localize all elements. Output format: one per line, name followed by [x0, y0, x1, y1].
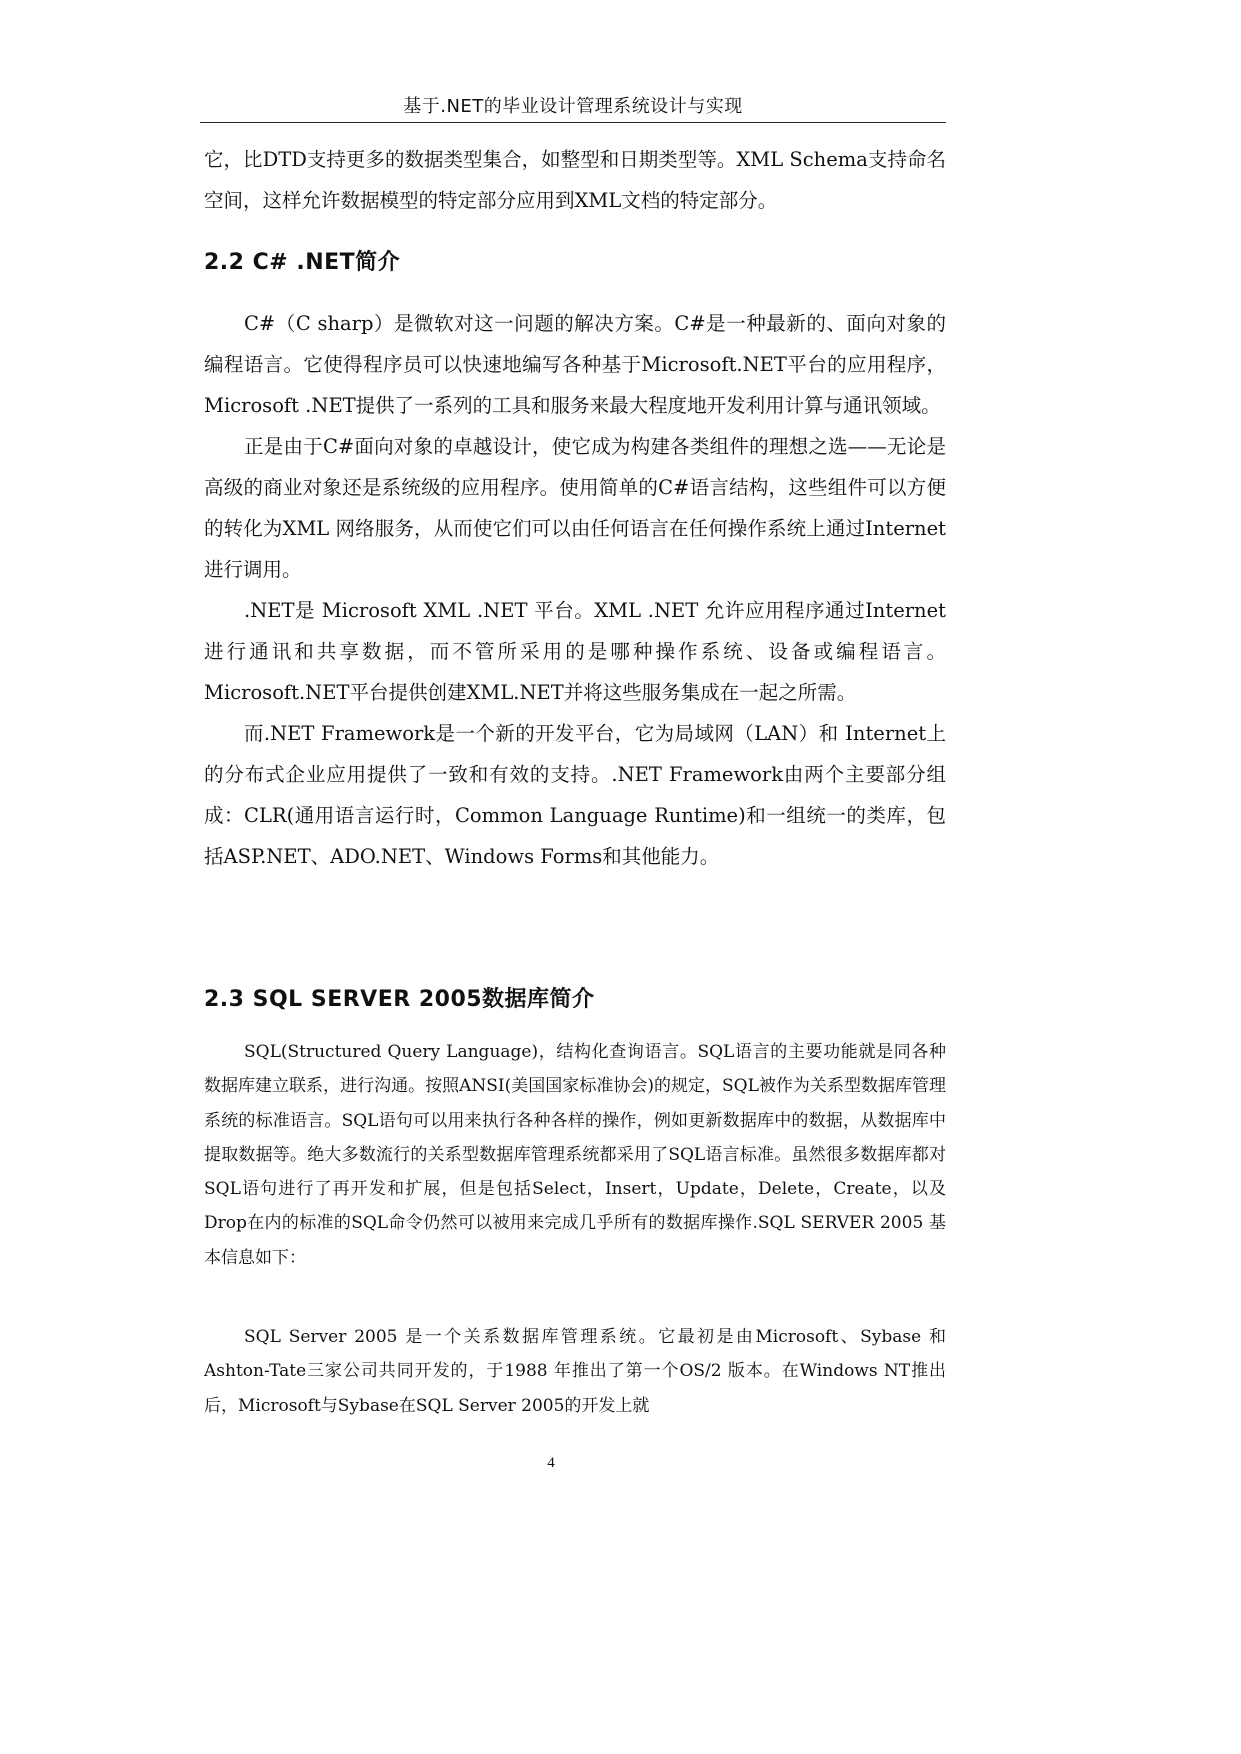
- section-2-3-heading-block: [204, 985, 946, 1015]
- section-2-3-body-cont: [204, 1320, 946, 1423]
- section-2-2-body: [204, 303, 946, 877]
- intro-paragraph: 它，比DTD支持更多的数据类型集合，如整型和日期类型等。XML Schema支持命名空间，这样允许数据模型的特定部分应用到XML文档的特定部分。: [204, 148, 946, 212]
- section-2-3-body: [204, 1035, 946, 1275]
- paragraph: 而.NET Framework是一个新的开发平台，它为局域网（LAN）和 Internet上的分布式企业应用提供了一致和有效的支持。.NET Framework由两个主要部分组成：CLR(通用语言运行时，Common Language Runtime)和一组统一的类库，包括ASP.NET、ADO.NET、Windows Forms和其他能力。: [204, 722, 946, 868]
- paragraph: 正是由于C#面向对象的卓越设计，使它成为构建各类组件的理想之选——无论是高级的商业对象还是系统级的应用程序。使用简单的C#语言结构，这些组件可以方便的转化为XML 网络服务，从而使它们可以由任何语言在任何操作系统上通过Internet进行调用。: [204, 435, 946, 581]
- section-heading: 2.3 SQL SERVER 2005数据库简介: [204, 987, 595, 1012]
- intro-block: [204, 139, 946, 221]
- header-rule: [200, 122, 946, 123]
- running-header: 基于.NET的毕业设计管理系统设计与实现: [403, 96, 743, 117]
- section-2-2-heading-block: [204, 248, 946, 278]
- section-heading: 2.2 C# .NET简介: [204, 250, 401, 275]
- paragraph: .NET是 Microsoft XML .NET 平台。XML .NET 允许应用程序通过Internet进行通讯和共享数据，而不管所采用的是哪种操作系统、设备或编程语言。Microsoft.NET平台提供创建XML.NET并将这些服务集成在一起之所需。: [204, 599, 946, 704]
- page-number: 4: [547, 1455, 555, 1471]
- paragraph: SQL Server 2005 是一个关系数据库管理系统。它最初是由Microsoft、Sybase 和Ashton-Tate三家公司共同开发的，于1988 年推出了第一个OS/2 版本。在Windows NT推出后，Microsoft与Sybase在SQL Server 2005的开发上就: [204, 1327, 946, 1416]
- paragraph: SQL(Structured Query Language)，结构化查询语言。SQL语言的主要功能就是同各种数据库建立联系，进行沟通。按照ANSI(美国国家标准协会)的规定，SQL被作为关系型数据库管理系统的标准语言。SQL语句可以用来执行各种各样的操作，例如更新数据库中的数据，从数据库中提取数据等。绝大多数流行的关系型数据库管理系统都采用了SQL语言标准。虽然很多数据库都对SQL语句进行了再开发和扩展，但是包括Select，Insert，Update，Delete，Create，以及Drop在内的标准的SQL命令仍然可以被用来完成几乎所有的数据库操作.SQL SERVER 2005 基本信息如下：: [204, 1042, 946, 1268]
- paragraph: C#（C sharp）是微软对这一问题的解决方案。C#是一种最新的、面向对象的编程语言。它使得程序员可以快速地编写各种基于Microsoft.NET平台的应用程序，Microsoft .NET提供了一系列的工具和服务来最大程度地开发利用计算与通讯领域。: [204, 312, 946, 417]
